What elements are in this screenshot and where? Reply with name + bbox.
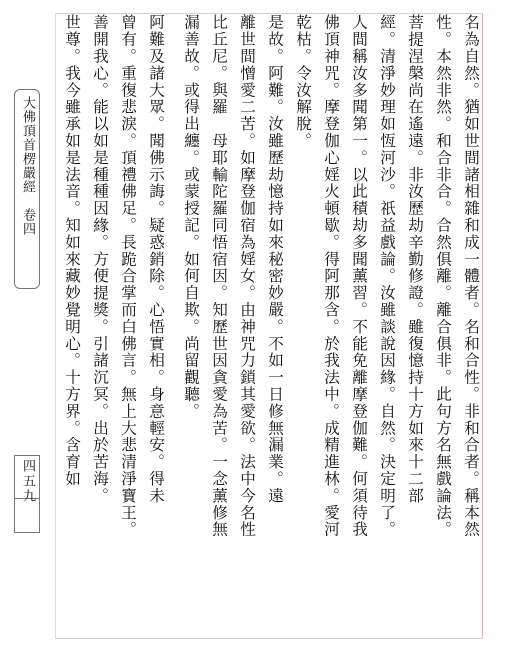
text-column: 佛頂神咒。摩登伽心婬火頓歇。得阿那含。於我法中。成精進林。愛河 [322,14,340,538]
page-number: 四五九 [20,459,35,504]
sutra-title: 大佛頂首楞嚴經 卷四 [20,96,35,236]
text-column: 善開我心。能以如是種種因緣。方便提獎。引諸沉冥。出於苦海。 [91,14,109,505]
text-column: 比丘尼。與羅 母耶輸陀羅同悟宿因。知歷世因貪愛為苦。一念薰修無 [210,14,228,538]
text-column: 阿難及諸大眾。聞佛示誨。疑惑銷除。心悟實相。身意輕安。得未 [147,14,165,505]
frame-left-rule [55,14,56,638]
text-column: 人間稱汝多聞第一。以此積劫多聞薰習。不能免離摩登伽難。何須待我 [350,14,368,538]
text-column: 世尊。我今雖承如是法音。知如來藏妙覺明心。十方界。含育如 [63,14,81,488]
text-column: 經。清淨妙理如恆河沙。祇益戲論。汝雖談說因緣。自然。決定明了。 [378,14,396,538]
text-column: 是故。阿難。汝雖歷劫憶持如來秘密妙嚴。不如一日修無漏業。遠 [266,14,284,505]
text-column: 乾枯。令汝解脫。 [294,14,312,150]
text-column: 名為自然。猶如世間諸相雜和成一體者。名和合性。非和合者。稱本然 [462,14,480,538]
text-column: 曾有。重復悲淚。頂禮佛足。長跪合掌而白佛言。無上大悲清淨寶王。 [119,14,137,538]
text-column: 離世間憎愛二苦。如摩登伽宿為婬女。由神咒力鎖其愛欲。法中今名性 [238,14,256,538]
text-column: 漏善故。或得出纏。或蒙授記。如何自欺。尚留觀聽。 [182,14,200,420]
text-column: 菩提涅槃尚在遙遠。非汝歷劫辛勤修證。雖復憶持十方如來十二部 [406,14,424,505]
text-column: 性。本然非然。和合非合。合然俱離。離合俱非。此句方名無戲論法。 [434,14,452,538]
